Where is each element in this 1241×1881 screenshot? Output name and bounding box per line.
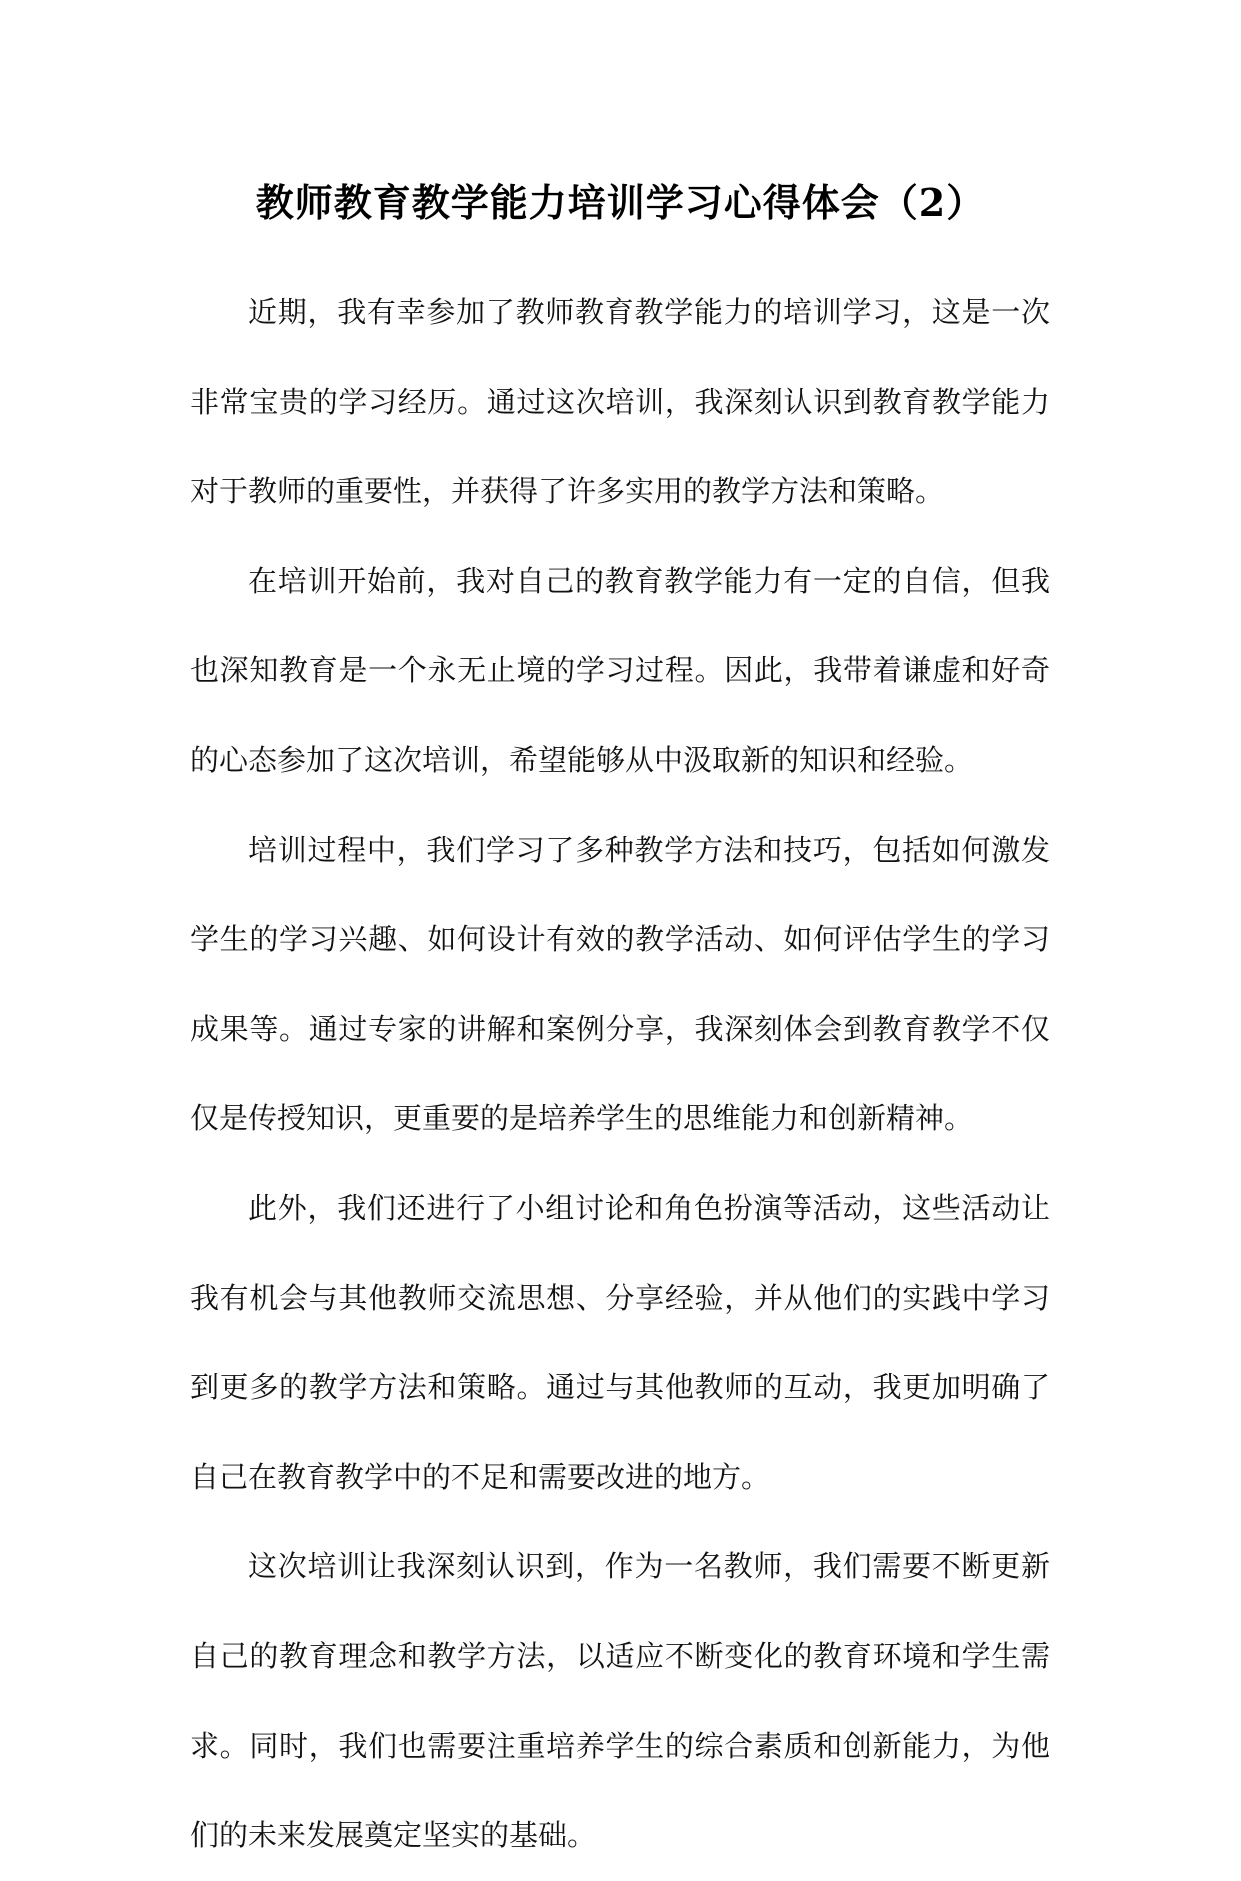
document-body xyxy=(190,268,1050,1881)
paragraph-3: 培训过程中，我们学习了多种教学方法和技巧，包括如何激发学生的学习兴趣、如何设计有效的教学活动、如何评估学生的学习成果等。通过专家的讲解和案例分享，我深刻体会到教育教学不仅仅是传授知识，更重要的是培养学生的思维能力和创新精神。 xyxy=(190,832,1050,1136)
document-title: 教师教育教学能力培训学习心得体会（2） xyxy=(255,180,986,226)
paragraph-1: 近期，我有幸参加了教师教育教学能力的培训学习，这是一次非常宝贵的学习经历。通过这次培训，我深刻认识到教育教学能力对于教师的重要性，并获得了许多实用的教学方法和策略。 xyxy=(190,295,1050,509)
paragraph-5: 这次培训让我深刻认识到，作为一名教师，我们需要不断更新自己的教育理念和教学方法，以适应不断变化的教育环境和学生需求。同时，我们也需要注重培养学生的综合素质和创新能力，为他们的未来发展奠定坚实的基础。 xyxy=(190,1549,1050,1853)
paragraph-2: 在培训开始前，我对自己的教育教学能力有一定的自信，但我也深知教育是一个永无止境的学习过程。因此，我带着谦虚和好奇的心态参加了这次培训，希望能够从中汲取新的知识和经验。 xyxy=(190,563,1050,777)
paragraph-4: 此外，我们还进行了小组讨论和角色扮演等活动，这些活动让我有机会与其他教师交流思想、分享经验，并从他们的实践中学习到更多的教学方法和策略。通过与其他教师的互动，我更加明确了自己在教育教学中的不足和需要改进的地方。 xyxy=(190,1190,1050,1494)
